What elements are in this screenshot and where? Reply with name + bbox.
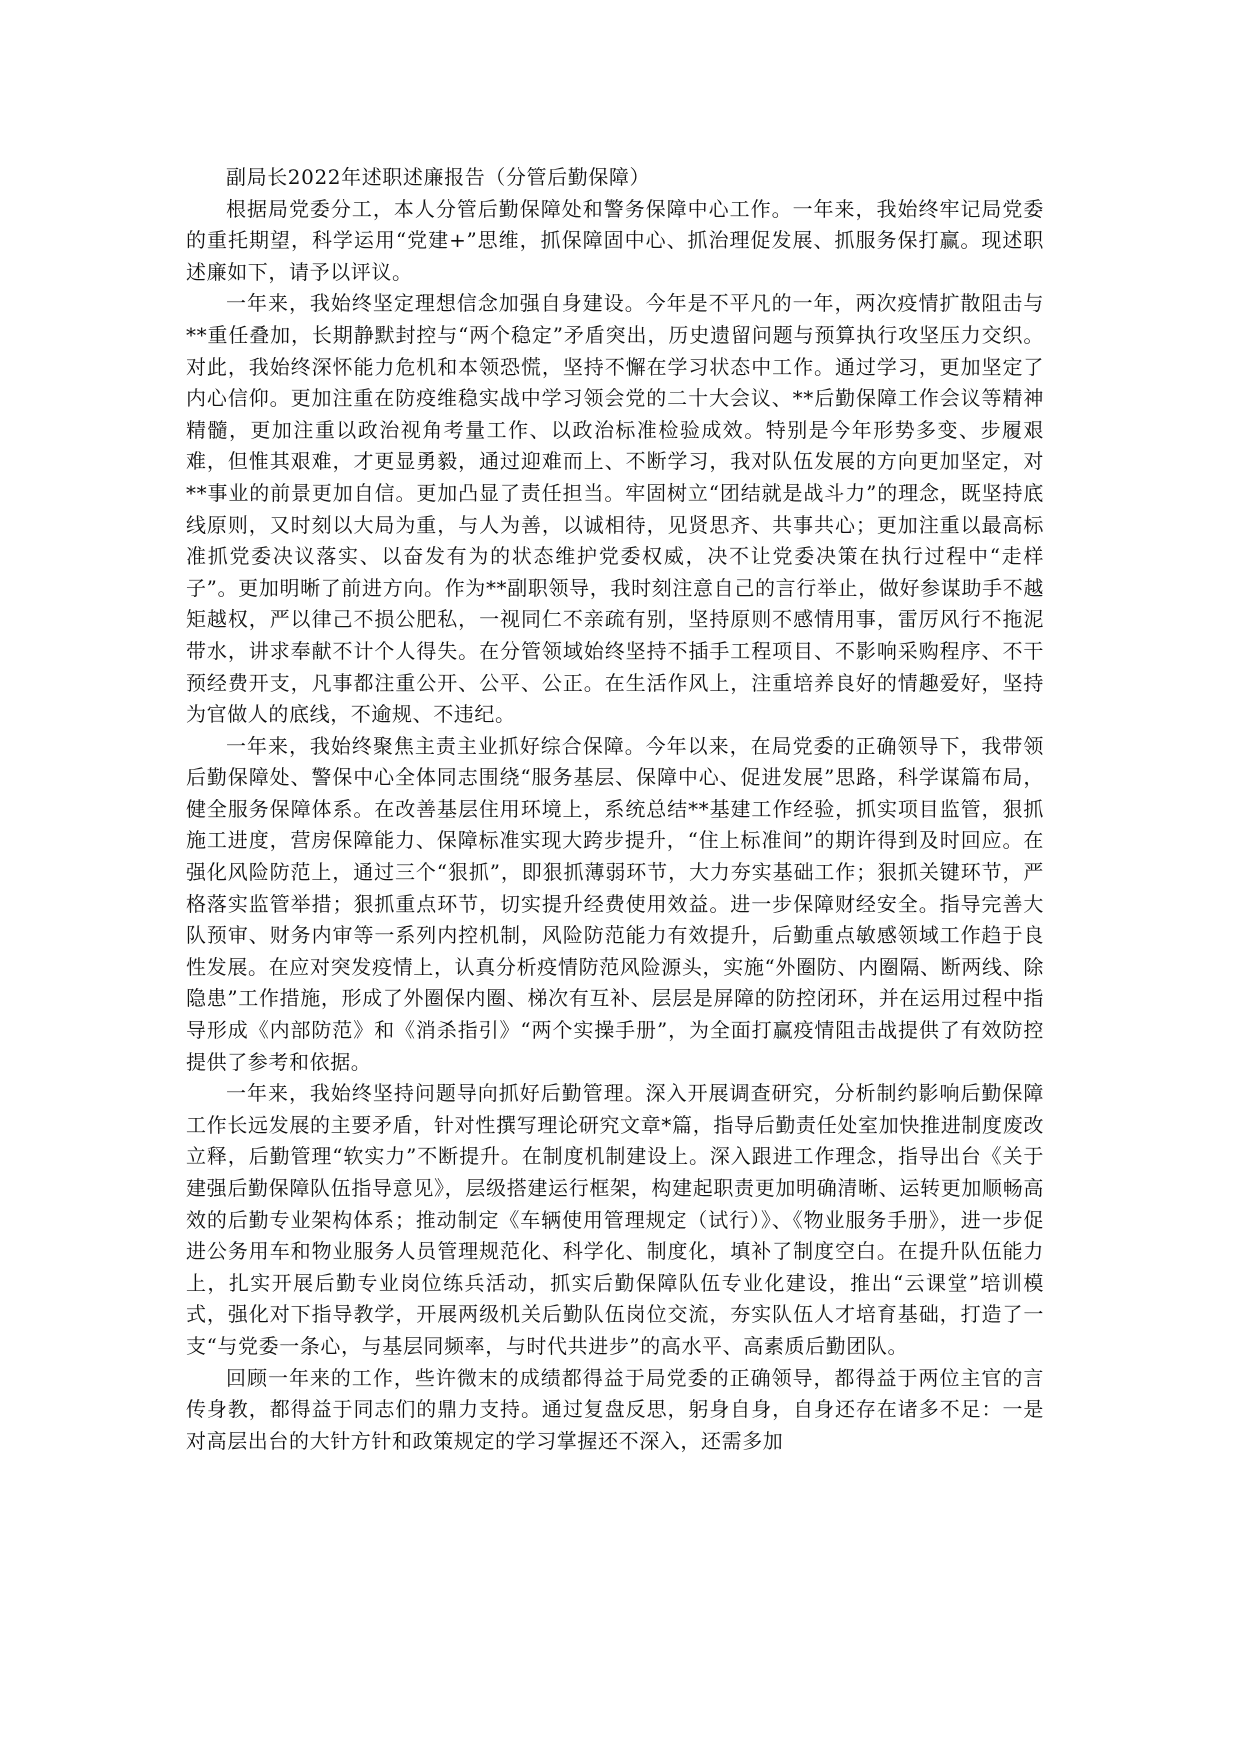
paragraph-intro: 根据局党委分工，本人分管后勤保障处和警务保障中心工作。一年来，我始终牢记局党委的重托期望，科学运用“党建+”思维，抓保障固中心、抓治理促发展、抓服务保打赢。现述职述廉如下，请予以评议。 <box>186 196 1044 284</box>
paragraph-ideals: 一年来，我始终坚定理想信念加强自身建设。今年是不平凡的一年，两次疫情扩散阻击与**重任叠加，长期静默封控与“两个稳定”矛盾突出，历史遗留问题与预算执行攻坚压力交织。对此，我始终深怀能力危机和本领恐慌，坚持不懈在学习状态中工作。通过学习，更加坚定了内心信仰。更加注重在防疫维稳实战中学习领会党的二十大会议、**后勤保障工作会议等精神精髓，更加注重以政治视角考量工作、以政治标准检验成效。特别是今年形势多变、步履艰难，但惟其艰难，才更显勇毅，通过迎难而上、不断学习，我对队伍发展的方向更加坚定，对**事业的前景更加自信。更加凸显了责任担当。牢固树立“团结就是战斗力”的理念，既坚持底线原则，又时刻以大局为重，与人为善，以诚相待，见贤思齐、共事共心；更加注重以最高标准抓党委决议落实、以奋发有为的状态维护党委权威，决不让党委决策在执行过程中“走样子”。更加明晰了前进方向。作为**副职领导，我时刻注意自己的言行举止，做好参谋助手不越矩越权，严以律己不损公肥私，一视同仁不亲疏有别，坚持原则不感情用事，雷厉风行不拖泥带水，讲求奉献不计个人得失。在分管领域始终坚持不插手工程项目、不影响采购程序、不干预经费开支，凡事都注重公开、公平、公正。在生活作风上，注重培养良好的情趣爱好，坚持为官做人的底线，不逾规、不违纪。 <box>186 291 1044 727</box>
document-body <box>186 162 1044 1457</box>
paragraph-support: 一年来，我始终聚焦主责主业抓好综合保障。今年以来，在局党委的正确领导下，我带领后勤保障处、警保中心全体同志围绕“服务基层、保障中心、促进发展”思路，科学谋篇布局，健全服务保障体系。在改善基层住用环境上，系统总结**基建工作经验，抓实项目监管，狠抓施工进度，营房保障能力、保障标准实现大跨步提升，“住上标准间”的期许得到及时回应。在强化风险防范上，通过三个“狠抓”，即狠抓薄弱环节，大力夯实基础工作；狠抓关键环节，严格落实监管举措；狠抓重点环节，切实提升经费使用效益。进一步保障财经安全。指导完善大队预审、财务内审等一系列内控机制，风险防范能力有效提升，后勤重点敏感领域工作趋于良性发展。在应对突发疫情上，认真分析疫情防范风险源头，实施“外圈防、内圈隔、断两线、除隐患”工作措施，形成了外圈保内圈、梯次有互补、层层是屏障的防控闭环，并在运用过程中指导形成《内部防范》和《消杀指引》“两个实操手册”，为全面打赢疫情阻击战提供了有效防控提供了参考和依据。 <box>186 733 1044 1074</box>
paragraph-management: 一年来，我始终坚持问题导向抓好后勤管理。深入开展调查研究，分析制约影响后勤保障工作长远发展的主要矛盾，针对性撰写理论研究文章*篇，指导后勤责任处室加快推进制度废改立释，后勤管理“软实力”不断提升。在制度机制建设上。深入跟进工作理念，指导出台《关于建强后勤保障队伍指导意见》，层级搭建运行框架，构建起职责更加明确清晰、运转更加顺畅高效的后勤专业架构体系；推动制定《车辆使用管理规定（试行）》、《物业服务手册》，进一步促进公务用车和物业服务人员管理规范化、科学化、制度化，填补了制度空白。在提升队伍能力上，扎实开展后勤专业岗位练兵活动，抓实后勤保障队伍专业化建设，推出“云课堂”培训模式，强化对下指导教学，开展两级机关后勤队伍岗位交流，夯实队伍人才培育基础，打造了一支“与党委一条心，与基层同频率，与时代共进步”的高水平、高素质后勤团队。 <box>186 1081 1044 1358</box>
document-title: 副局长2022年述职述廉报告（分管后勤保障） <box>226 165 651 189</box>
paragraph-review: 回顾一年来的工作，些许微末的成绩都得益于局党委的正确领导，都得益于两位主官的言传身教，都得益于同志们的鼎力支持。通过复盘反思，躬身自身，自身还存在诸多不足：一是对高层出台的大针方针和政策规定的学习掌握还不深入，还需多加 <box>186 1365 1044 1453</box>
